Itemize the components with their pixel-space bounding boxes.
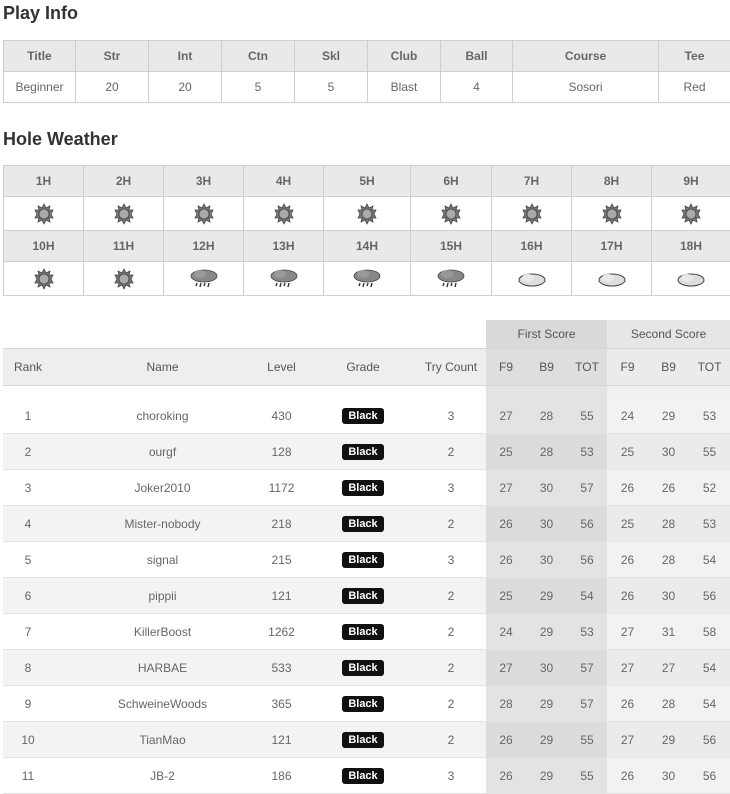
col-first-b9[interactable]: B9 — [526, 349, 567, 386]
cloud-icon — [676, 270, 706, 287]
hole-weather-cell — [411, 262, 492, 296]
grade-cell — [310, 542, 416, 578]
table-row[interactable] — [3, 614, 730, 650]
sun-icon — [271, 205, 297, 222]
second-f9-cell: 27 — [607, 722, 648, 758]
grade-badge: Black — [342, 480, 383, 496]
rank-cell: 7 — [3, 614, 53, 650]
rank-cell: 6 — [3, 578, 53, 614]
sun-icon — [599, 205, 625, 222]
rain-cloud-icon — [189, 270, 219, 287]
hole-weather-cell — [84, 262, 164, 296]
play-info-value: Red — [659, 72, 730, 103]
grade-badge: Black — [342, 552, 383, 568]
first-tot-cell: 55 — [567, 398, 607, 434]
first-b9-cell: 29 — [526, 614, 567, 650]
table-row[interactable] — [3, 686, 730, 722]
header-gap — [3, 386, 486, 399]
hole-weather-cell — [324, 197, 411, 231]
level-cell: 1262 — [253, 614, 310, 650]
name-cell: JB-2 — [53, 758, 253, 794]
grade-cell — [310, 686, 416, 722]
hole-weather-cell — [492, 197, 572, 231]
grade-badge: Black — [342, 768, 383, 784]
table-row[interactable] — [3, 398, 730, 434]
first-tot-cell: 53 — [567, 434, 607, 470]
play-info-value: 4 — [441, 72, 513, 103]
level-cell: 121 — [253, 578, 310, 614]
cloud-icon — [517, 270, 547, 287]
hole-weather-cell — [572, 197, 652, 231]
hole-weather-cell — [164, 197, 244, 231]
col-first-tot[interactable]: TOT — [567, 349, 607, 386]
second-f9-cell: 26 — [607, 758, 648, 794]
grade-badge: Black — [342, 696, 383, 712]
grade-badge: Black — [342, 408, 383, 424]
col-level[interactable]: Level — [253, 349, 310, 386]
first-f9-cell: 26 — [486, 722, 526, 758]
grade-badge: Black — [342, 516, 383, 532]
second-f9-cell: 25 — [607, 506, 648, 542]
col-second-b9[interactable]: B9 — [648, 349, 689, 386]
second-f9-cell: 27 — [607, 650, 648, 686]
ranking-section — [3, 320, 730, 794]
hole-weather-cell — [652, 262, 730, 296]
first-f9-cell: 28 — [486, 686, 526, 722]
second-tot-cell: 52 — [689, 470, 730, 506]
play-info-value: 5 — [222, 72, 295, 103]
table-row[interactable] — [3, 470, 730, 506]
first-f9-cell: 26 — [486, 542, 526, 578]
second-tot-cell: 56 — [689, 722, 730, 758]
first-b9-cell: 28 — [526, 434, 567, 470]
name-cell: ourgf — [53, 434, 253, 470]
second-f9-cell: 26 — [607, 542, 648, 578]
grade-cell — [310, 578, 416, 614]
grade-cell — [310, 650, 416, 686]
grade-cell — [310, 506, 416, 542]
second-tot-cell: 54 — [689, 686, 730, 722]
hole-weather-cell — [164, 262, 244, 296]
play-info-table — [3, 40, 730, 103]
grade-cell — [310, 722, 416, 758]
group-spacer — [3, 320, 486, 349]
hole-weather-cell — [411, 197, 492, 231]
sun-icon — [31, 205, 57, 222]
level-cell: 218 — [253, 506, 310, 542]
second-f9-cell: 24 — [607, 398, 648, 434]
sun-icon — [111, 205, 137, 222]
first-f9-cell: 27 — [486, 470, 526, 506]
play-info-value: Sosori — [513, 72, 659, 103]
first-f9-cell: 25 — [486, 578, 526, 614]
try-count-cell: 2 — [416, 578, 486, 614]
level-cell: 365 — [253, 686, 310, 722]
grade-cell — [310, 758, 416, 794]
hole-label: 8H — [572, 166, 652, 197]
first-b9-cell: 29 — [526, 578, 567, 614]
grade-cell — [310, 470, 416, 506]
rank-cell: 1 — [3, 398, 53, 434]
rank-cell: 11 — [3, 758, 53, 794]
second-tot-cell: 53 — [689, 398, 730, 434]
rank-cell: 8 — [3, 650, 53, 686]
play-info-header: Int — [149, 41, 222, 72]
hole-label: 6H — [411, 166, 492, 197]
table-row[interactable] — [3, 542, 730, 578]
first-tot-cell: 57 — [567, 470, 607, 506]
table-row[interactable] — [3, 506, 730, 542]
play-info-value: 5 — [295, 72, 368, 103]
play-info-header: Course — [513, 41, 659, 72]
hole-weather-cell — [324, 262, 411, 296]
level-cell: 1172 — [253, 470, 310, 506]
grade-badge: Black — [342, 588, 383, 604]
second-tot-cell: 53 — [689, 506, 730, 542]
hole-weather-cell — [492, 262, 572, 296]
name-cell: pippii — [53, 578, 253, 614]
col-first-f9[interactable]: F9 — [486, 349, 526, 386]
second-b9-cell: 28 — [648, 542, 689, 578]
second-f9-cell: 27 — [607, 614, 648, 650]
play-info-value: Beginner — [4, 72, 76, 103]
try-count-cell: 3 — [416, 542, 486, 578]
first-b9-cell: 30 — [526, 506, 567, 542]
play-info-header: Title — [4, 41, 76, 72]
hole-label: 14H — [324, 231, 411, 262]
play-info-header: Skl — [295, 41, 368, 72]
hole-label: 10H — [4, 231, 84, 262]
second-tot-cell: 56 — [689, 758, 730, 794]
second-b9-cell: 26 — [648, 470, 689, 506]
second-tot-cell: 58 — [689, 614, 730, 650]
grade-cell — [310, 434, 416, 470]
rain-cloud-icon — [352, 270, 382, 287]
first-b9-cell: 30 — [526, 542, 567, 578]
try-count-cell: 2 — [416, 650, 486, 686]
second-b9-cell: 30 — [648, 758, 689, 794]
table-row[interactable] — [3, 434, 730, 470]
sun-icon — [191, 205, 217, 222]
try-count-cell: 3 — [416, 470, 486, 506]
second-f9-cell: 25 — [607, 434, 648, 470]
level-cell: 430 — [253, 398, 310, 434]
play-info-title: Play Info — [0, 3, 81, 24]
second-b9-cell: 30 — [648, 434, 689, 470]
second-b9-cell: 28 — [648, 506, 689, 542]
second-f9-cell: 26 — [607, 578, 648, 614]
second-tot-cell: 54 — [689, 542, 730, 578]
name-cell: Mister-nobody — [53, 506, 253, 542]
first-b9-cell: 28 — [526, 398, 567, 434]
try-count-cell: 2 — [416, 506, 486, 542]
name-cell: SchweineWoods — [53, 686, 253, 722]
hole-weather-table — [3, 165, 730, 296]
hole-weather-cell — [4, 197, 84, 231]
name-cell: TianMao — [53, 722, 253, 758]
sun-icon — [111, 270, 137, 287]
hole-weather-cell — [244, 197, 324, 231]
grade-badge: Black — [342, 444, 383, 460]
rank-cell: 5 — [3, 542, 53, 578]
table-row[interactable] — [3, 758, 730, 794]
level-cell: 186 — [253, 758, 310, 794]
name-cell: KillerBoost — [53, 614, 253, 650]
rank-cell: 9 — [3, 686, 53, 722]
hole-label: 13H — [244, 231, 324, 262]
first-b9-cell: 29 — [526, 686, 567, 722]
grade-badge: Black — [342, 660, 383, 676]
second-b9-cell: 31 — [648, 614, 689, 650]
sun-icon — [678, 205, 704, 222]
table-row[interactable] — [3, 722, 730, 758]
play-info-value: Blast — [368, 72, 441, 103]
first-b9-cell: 30 — [526, 470, 567, 506]
hole-label: 2H — [84, 166, 164, 197]
play-info-value: 20 — [76, 72, 149, 103]
grade-cell — [310, 614, 416, 650]
play-info-header: Ball — [441, 41, 513, 72]
first-tot-cell: 55 — [567, 722, 607, 758]
rain-cloud-icon — [269, 270, 299, 287]
col-second-tot[interactable]: TOT — [689, 349, 730, 386]
table-row[interactable] — [3, 650, 730, 686]
header-gap-first — [486, 386, 607, 399]
sun-icon — [31, 270, 57, 287]
sun-icon — [354, 205, 380, 222]
first-tot-cell: 57 — [567, 686, 607, 722]
first-f9-cell: 24 — [486, 614, 526, 650]
level-cell: 121 — [253, 722, 310, 758]
hole-label: 3H — [164, 166, 244, 197]
hole-label: 9H — [652, 166, 730, 197]
hole-weather-cell — [572, 262, 652, 296]
hole-label: 15H — [411, 231, 492, 262]
second-b9-cell: 29 — [648, 398, 689, 434]
second-f9-cell: 26 — [607, 470, 648, 506]
first-f9-cell: 27 — [486, 650, 526, 686]
hole-label: 17H — [572, 231, 652, 262]
rank-cell: 2 — [3, 434, 53, 470]
first-b9-cell: 29 — [526, 758, 567, 794]
hole-weather-cell — [244, 262, 324, 296]
first-tot-cell: 55 — [567, 758, 607, 794]
second-b9-cell: 28 — [648, 686, 689, 722]
first-f9-cell: 27 — [486, 398, 526, 434]
first-tot-cell: 56 — [567, 506, 607, 542]
second-f9-cell: 26 — [607, 686, 648, 722]
hole-label: 11H — [84, 231, 164, 262]
try-count-cell: 2 — [416, 686, 486, 722]
col-rank[interactable]: Rank — [3, 349, 53, 386]
header-gap-second — [607, 386, 730, 399]
second-tot-cell: 54 — [689, 650, 730, 686]
name-cell: signal — [53, 542, 253, 578]
name-cell: HARBAE — [53, 650, 253, 686]
first-tot-cell: 57 — [567, 650, 607, 686]
first-f9-cell: 26 — [486, 506, 526, 542]
first-score-header: First Score — [486, 320, 607, 349]
level-cell: 215 — [253, 542, 310, 578]
level-cell: 533 — [253, 650, 310, 686]
col-try-count[interactable]: Try Count — [416, 349, 486, 386]
hole-label: 1H — [4, 166, 84, 197]
play-info-header: Ctn — [222, 41, 295, 72]
first-f9-cell: 25 — [486, 434, 526, 470]
try-count-cell: 2 — [416, 434, 486, 470]
second-b9-cell: 27 — [648, 650, 689, 686]
play-info-header: Tee — [659, 41, 730, 72]
second-tot-cell: 55 — [689, 434, 730, 470]
col-second-f9[interactable]: F9 — [607, 349, 648, 386]
hole-weather-cell — [652, 197, 730, 231]
try-count-cell: 2 — [416, 614, 486, 650]
try-count-cell: 3 — [416, 758, 486, 794]
col-grade[interactable]: Grade — [310, 349, 416, 386]
hole-weather-cell — [84, 197, 164, 231]
table-row[interactable] — [3, 578, 730, 614]
rank-cell: 4 — [3, 506, 53, 542]
try-count-cell: 2 — [416, 722, 486, 758]
ranking-table — [3, 320, 730, 794]
play-info-header: Club — [368, 41, 441, 72]
sun-icon — [519, 205, 545, 222]
second-tot-cell: 56 — [689, 578, 730, 614]
first-b9-cell: 29 — [526, 722, 567, 758]
level-cell: 128 — [253, 434, 310, 470]
hole-label: 7H — [492, 166, 572, 197]
sun-icon — [438, 205, 464, 222]
name-cell: Joker2010 — [53, 470, 253, 506]
try-count-cell: 3 — [416, 398, 486, 434]
cloud-icon — [597, 270, 627, 287]
grade-badge: Black — [342, 624, 383, 640]
first-tot-cell: 56 — [567, 542, 607, 578]
hole-label: 16H — [492, 231, 572, 262]
grade-cell — [310, 398, 416, 434]
play-info-header: Str — [76, 41, 149, 72]
play-info-value: 20 — [149, 72, 222, 103]
rank-cell: 3 — [3, 470, 53, 506]
hole-label: 12H — [164, 231, 244, 262]
name-cell: choroking — [53, 398, 253, 434]
grade-badge: Black — [342, 732, 383, 748]
rain-cloud-icon — [436, 270, 466, 287]
hole-label: 4H — [244, 166, 324, 197]
hole-weather-cell — [4, 262, 84, 296]
hole-label: 5H — [324, 166, 411, 197]
hole-label: 18H — [652, 231, 730, 262]
second-b9-cell: 30 — [648, 578, 689, 614]
first-tot-cell: 54 — [567, 578, 607, 614]
first-b9-cell: 30 — [526, 650, 567, 686]
second-score-header: Second Score — [607, 320, 730, 349]
first-f9-cell: 26 — [486, 758, 526, 794]
rank-cell: 10 — [3, 722, 53, 758]
second-b9-cell: 29 — [648, 722, 689, 758]
hole-weather-title: Hole Weather — [0, 129, 121, 150]
col-name[interactable]: Name — [53, 349, 253, 386]
first-tot-cell: 53 — [567, 614, 607, 650]
